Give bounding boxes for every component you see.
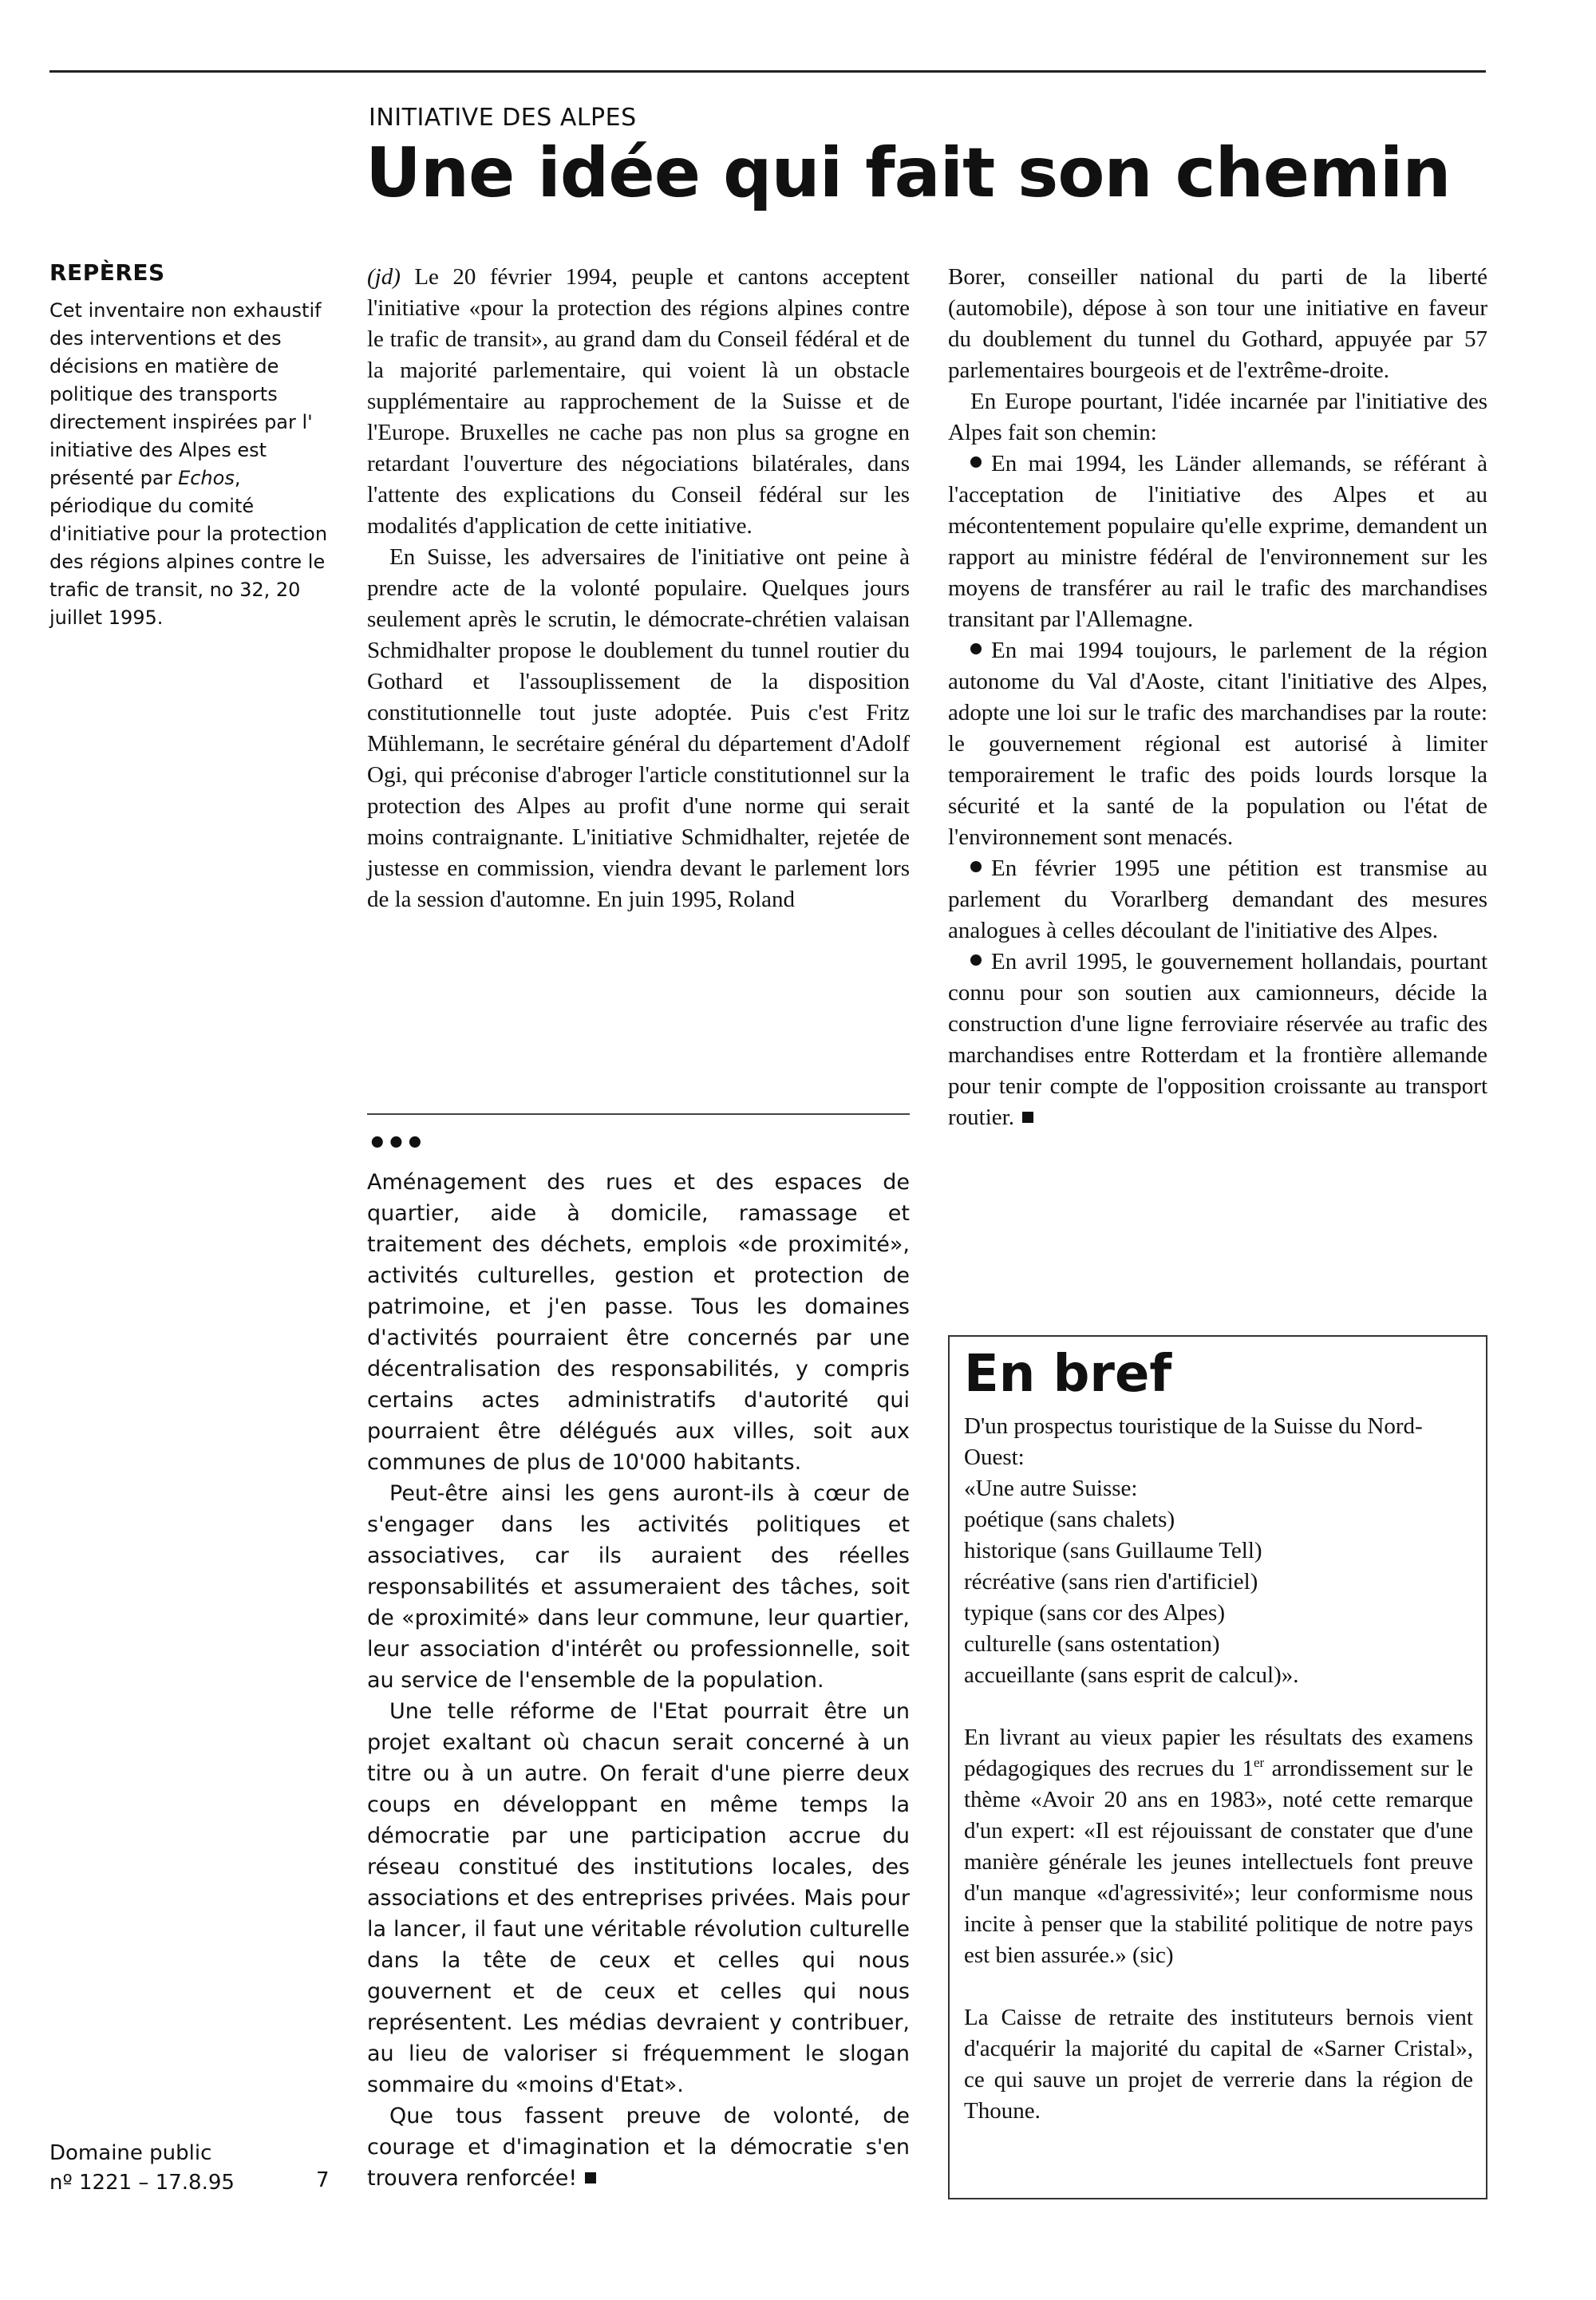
article-paragraph [367, 262, 910, 542]
en-bref-line: D'un prospectus touristique de la Suisse du Nord-Ouest: [964, 1413, 1423, 1471]
en-bref-item: La Caisse de retraite des instituteurs bernois vient d'acquérir la majorité du capital de «Sarner Cristal», ce qui sauve un projet de verrerie dans la région de Thoune. [964, 2005, 1473, 2124]
continuation-paragraph [367, 2100, 910, 2194]
ordinal-superscript: er [1253, 1755, 1265, 1771]
top-rule [49, 70, 1486, 73]
article-column-2 [948, 262, 1487, 1133]
continuation-dots: ••• [367, 1125, 424, 1162]
en-bref-line: accueillante (sans esprit de calcul)». [964, 1662, 1299, 1689]
en-bref-line: typique (sans cor des Alpes) [964, 1600, 1225, 1626]
continuation-column [367, 1167, 910, 2194]
bullet-icon [970, 861, 982, 872]
bullet-text: En février 1995 une pétition est transmise au parlement du Vorarlberg demandant des mesures analogues à celles découlant de l'initiative des Alpes. [948, 856, 1487, 943]
sidebar-reperes [49, 259, 330, 632]
en-bref-line: poétique (sans chalets) [964, 1507, 1175, 1533]
article-headline: Une idée qui fait son chemin [365, 133, 1451, 213]
en-bref-line: récréative (sans rien d'artificiel) [964, 1569, 1258, 1595]
page-number: 7 [316, 2168, 330, 2192]
bullet-paragraph [948, 449, 1487, 635]
en-bref-box [948, 1335, 1487, 2199]
sidebar-text-before: Cet inventaire non exhaustif des interventions et des décisions en matière de politique des transports directement inspirées par l' initiative des Alpes est présenté par [49, 299, 322, 489]
end-mark-icon [585, 2172, 596, 2183]
publication-name: Domaine public [49, 2141, 212, 2165]
en-bref-text: arrondissement sur le thème «Avoir 20 ans en 1983», noté cette remarque d'un expert: «Il est réjouissant de constater que d'une manière générale les jeunes intellectuels font preuve d'un manque «d'agressivité»; leur conformisme nous incite à penser que la stabilité politique de notre pays est bien assurée.» (sic) [964, 1756, 1473, 1969]
article-paragraph: Borer, conseiller national du parti de la liberté (automobile), dépose à son tour une initiative en faveur du doublement du tunnel du Gothard, appuyée par 57 parlementaires bourgeois et de l'extrême-droite. [948, 264, 1487, 383]
sidebar-title: REPÈRES [49, 259, 165, 286]
en-bref-item [964, 1411, 1473, 1691]
publication-footer [49, 2139, 235, 2198]
continuation-paragraph: Peut-être ainsi les gens auront-ils à cœur de s'engager dans les activités politiques et associatives, car ils auraient des réelles responsabilités et assumeraient des tâches, soit de «proximité» dans leur commune, leur quartier, leur association d'intérêt ou professionnelle, soit au service de l'ensemble de la population. [367, 1481, 910, 1693]
en-bref-line: historique (sans Guillaume Tell) [964, 1538, 1262, 1564]
bullet-paragraph [948, 635, 1487, 853]
en-bref-item [964, 1722, 1473, 1971]
en-bref-line: «Une autre Suisse: [964, 1476, 1138, 1502]
en-bref-line: culturelle (sans ostentation) [964, 1631, 1220, 1658]
sidebar-publication-name: Echos [178, 467, 235, 489]
issue-number: nº 1221 – 17.8.95 [49, 2171, 235, 2195]
paragraph-text: Le 20 février 1994, peuple et cantons acceptent l'initiative «pour la protection des régions alpines contre le trafic de transit», au grand dam du Conseil fédéral et de la majorité parlementaire, qui voient là un obstacle supplémentaire au rapprochement de la Suisse et de l'Europe. Bruxelles ne cache pas non plus sa grogne en retardant l'ouverture des négociations bilatérales, dans l'attente des explications du Conseil fédéral sur les modalités d'application de cette initiative. [367, 264, 910, 539]
continuation-paragraph: Une telle réforme de l'Etat pourrait être un projet exaltant où chacun serait concerné à un titre ou à un autre. On ferait d'une pierre deux coups en développant en même temps la démocratie par une participation accrue du réseau constitué des institutions locales, des associations et des entreprises privées. Mais pour la lancer, il faut une véritable révolution culturelle dans la tête de ceux et celles qui nous gouvernent et de ceux et celles qui nous représentent. Les médias devraient y contribuer, au lieu de valoriser si fréquemment le slogan sommaire du «moins d'Etat». [367, 1699, 910, 2097]
sidebar-text-after: , périodique du comité d'initiative pour la protection des régions alpines contre le trafic de transit, no 32, 20 juillet 1995. [49, 467, 328, 629]
article-paragraph: En Suisse, les adversaires de l'initiative ont peine à prendre acte de la volonté populaire. Quelques jours seulement après le scrutin, le démocrate-chrétien valaisan Schmidhalter propose le doublement du tunnel routier du Gothard et l'assouplissement de la disposition constitutionnelle tout juste adoptée. Puis c'est Fritz Mühlemann, le secrétaire général du département d'Adolf Ogi, qui préconise d'abroger l'article constitutionnel sur la protection des Alpes au profit d'une norme qui serait moins contraignante. L'initiative Schmidhalter, rejetée de justesse en commission, viendra devant le parlement lors de la session d'automne. En juin 1995, Roland [367, 544, 910, 912]
bullet-paragraph [948, 853, 1487, 946]
article-paragraph: En Europe pourtant, l'idée incarnée par l'initiative des Alpes fait son chemin: [948, 389, 1487, 445]
continuation-paragraph: Aménagement des rues et des espaces de quartier, aide à domicile, ramassage et traitement des déchets, emplois «de proximité», activités culturelles, gestion et protection de patrimoine, et j'en passe. Tous les domaines d'activités pourraient être concernés par une décentralisation des responsabilités, y compris certains actes administratifs d'autorité qui pourraient être délégués aux villes, soit aux communes de plus de 10'000 habitants. [367, 1170, 910, 1475]
author-initials: (jd) [367, 264, 401, 290]
article-kicker: INITIATIVE DES ALPES [369, 104, 637, 132]
bullet-icon [970, 954, 982, 966]
end-mark-icon [1022, 1112, 1033, 1123]
section-divider [367, 1113, 910, 1115]
sidebar-body [49, 297, 330, 632]
en-bref-text: En livrant au vieux papier les résultats des examens pédagogiques des recrues du 1 [964, 1725, 1473, 1782]
bullet-icon [970, 456, 982, 468]
en-bref-body [964, 1411, 1473, 2127]
bullet-text: En avril 1995, le gouvernement hollandais, pourtant connu pour son soutien aux camionneurs, décide la construction d'une ligne ferroviaire réservée au trafic des marchandises entre Rotterdam et la frontière allemande pour tenir compte de l'opposition croissante au transport routier. [948, 949, 1487, 1130]
bullet-text: En mai 1994, les Länder allemands, se référant à l'acceptation de l'initiative des Alpes et au mécontentement populaire qu'elle exprime, demandent un rapport au ministre fédéral de l'environnement sur les moyens de transférer au rail le trafic des marchandises transitant par l'Allemagne. [948, 451, 1487, 632]
bullet-text: En mai 1994 toujours, le parlement de la région autonome du Val d'Aoste, citant l'initiative des Alpes, adopte une loi sur le trafic des marchandises par la route: le gouvernement régional est autorisé à limiter temporairement le trafic des poids lourds lorsque la sécurité et la santé de la population ou l'état de l'environnement sont menacés. [948, 638, 1487, 850]
article-column-1 [367, 262, 910, 915]
bullet-paragraph [948, 946, 1487, 1133]
en-bref-title: En bref [964, 1345, 1172, 1404]
paragraph-text: Que tous fassent preuve de volonté, de courage et d'imagination et la démocratie s'en trouvera renforcée! [367, 2104, 910, 2191]
bullet-icon [970, 643, 982, 654]
